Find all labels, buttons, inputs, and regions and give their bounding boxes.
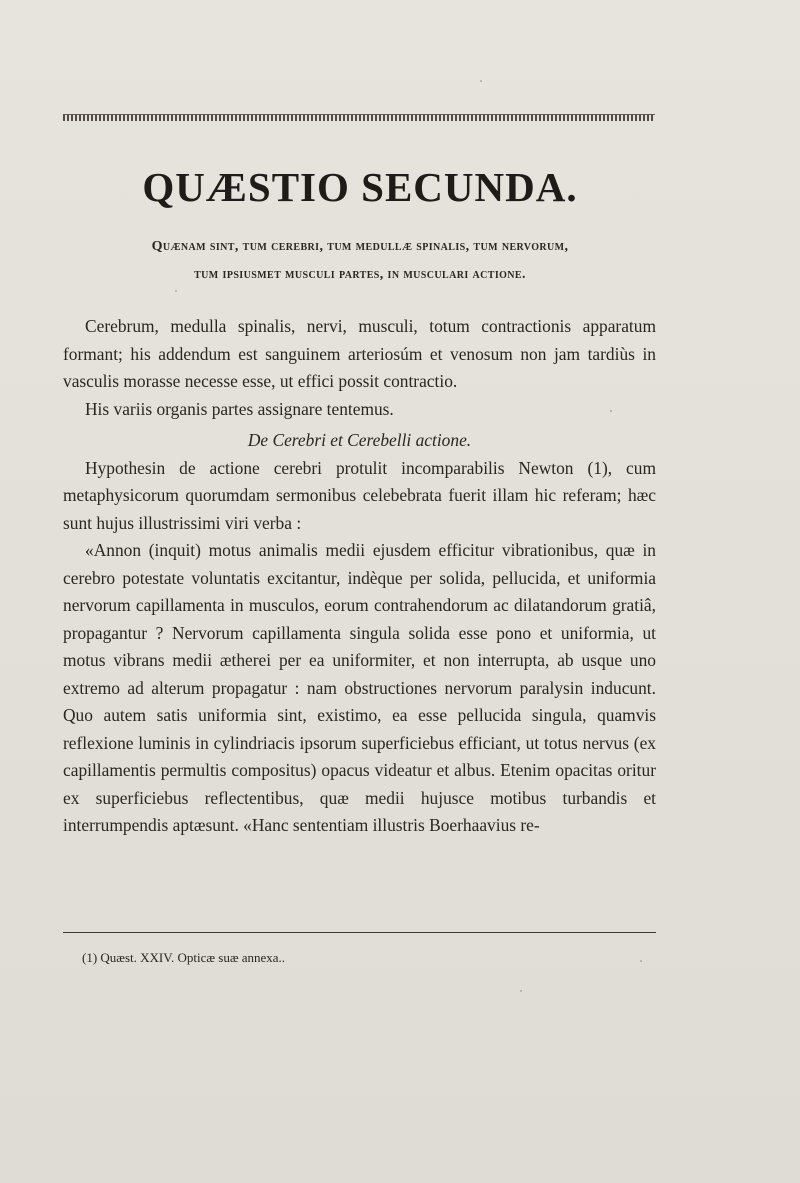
paragraph-2: His variis organis partes assignare tentemus. xyxy=(85,398,394,419)
paragraph-3: Hypothesin de actione cerebri protulit incomparabilis Newton (1), cum metaphysicorum quorumdam sermonibus celebebrata fuerit illam hic referam; hæc sunt hujus illustrissimi viri verba : xyxy=(63,457,656,533)
paper-speck xyxy=(640,960,642,962)
footnote-rule xyxy=(63,932,656,933)
subtitle-line-2: tum ipsiusmet musculi partes, in musculari actione. xyxy=(194,267,526,282)
title-wrapper xyxy=(0,163,720,211)
ornamental-rule xyxy=(63,114,655,121)
footnote: (1) Quæst. XXIV. Opticæ suæ annexa.. xyxy=(82,950,286,965)
chapter-subtitle xyxy=(60,233,660,289)
section-heading: De Cerebri et Cerebelli actione. xyxy=(247,430,472,450)
paper-speck xyxy=(175,290,177,292)
paper-speck xyxy=(520,990,522,992)
paragraph-4: «Annon (inquit) motus animalis medii ejusdem efficitur vibrationibus, quæ in cerebro potestate voluntatis excitantur, indèque per solida, pellucida, et uniformia nervorum capillamenta in musculos, eorum contrahendorum ac dilatandorum gratiâ, propagantur ? Nervorum capillamenta singula solida esse pono et uniformia, ut motus vibrans medii ætherei per ea uniformiter, et non interrupta, ab usque uno extremo ad alterum propagatur : nam obstructiones nervorum paralysin inducunt. Quo autem satis uniformia sint, existimo, ea esse pellucida singula, quamvis reflexione luminis in cylindriacis ipsorum superficiebus efficiant, ut totus nervus (ex capillamentis permultis compositus) opacus videatur et albus. Etenim opacitas oritur ex superficiebus reflectentibus, quæ medii hujusce motibus turbandis et interrumpendis aptæsunt. «Hanc sententiam illustris Boerhaavius re- xyxy=(63,540,656,835)
chapter-title: QUÆSTIO SECUNDA. xyxy=(142,164,578,210)
body-text xyxy=(63,313,656,840)
paragraph-1: Cerebrum, medulla spinalis, nervi, musculi, totum contractionis apparatum formant; his addendum est sanguinem arteriosúm et venosum non jam tardiùs in vasculis morasse necesse esse, ut effici possit contractio. xyxy=(63,316,656,391)
paper-speck xyxy=(480,80,482,82)
paper-speck xyxy=(610,410,612,412)
subtitle-line-1: Quænam sint, tum cerebri, tum medullæ spinalis, tum nervorum, xyxy=(151,239,569,254)
